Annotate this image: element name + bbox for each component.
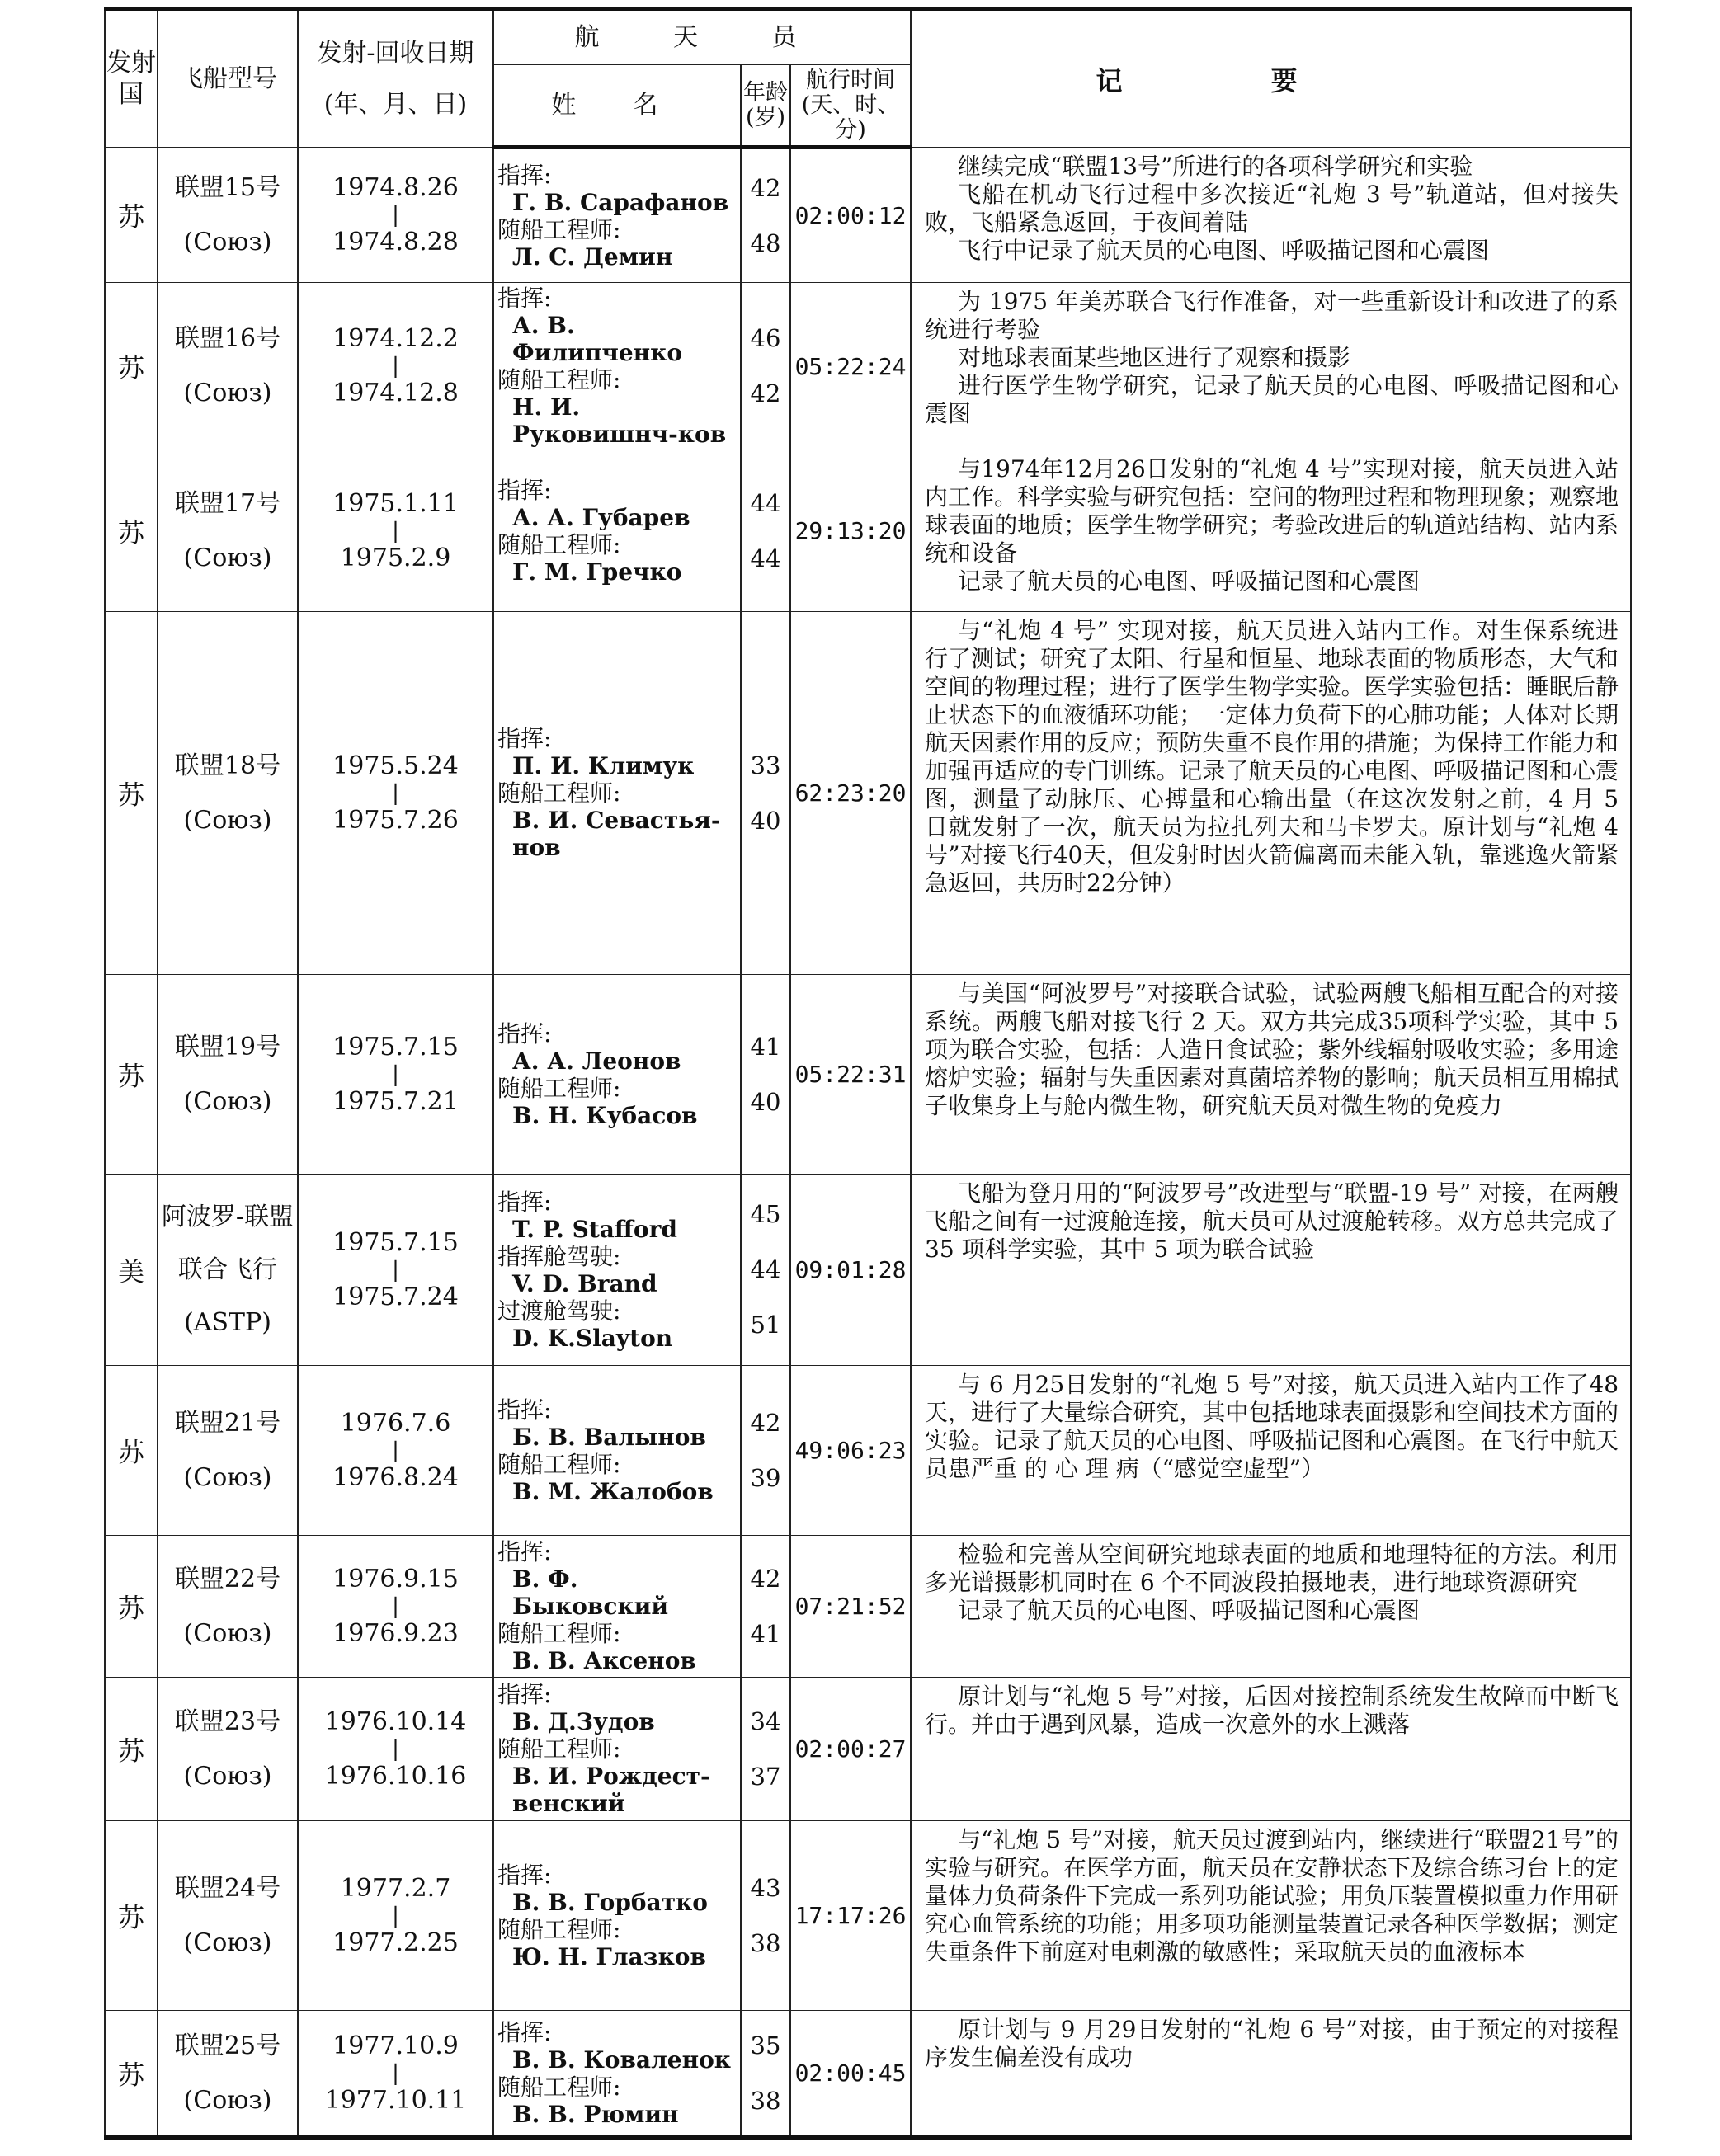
crew-cell <box>493 1175 741 1366</box>
date-separator: | <box>392 1062 399 1087</box>
launch-country: 苏 <box>105 1821 158 2011</box>
crew-age: 38 <box>750 2086 781 2115</box>
launch-date: 1975.1.11 <box>332 488 459 518</box>
model-name: 联盟23号 <box>174 1706 281 1736</box>
crew-name: В. И. Севастья-нов <box>512 807 721 861</box>
date-separator: | <box>392 518 399 544</box>
launch-country: 美 <box>105 1175 158 1366</box>
launch-country: 苏 <box>105 2011 158 2138</box>
crew-role: 指挥: <box>497 725 552 752</box>
flight-duration: 07:21:52 <box>790 1536 911 1678</box>
date-separator: | <box>392 1736 399 1762</box>
note-paragraph: 进行医学生物学研究，记录了航天员的心电图、呼吸描记图和心震图 <box>925 372 1619 427</box>
note-paragraph: 原计划与“礼炮 5 号”对接，后因对接控制系统发生故障而中断飞行。并由于遇到风暴，造成一次意外的水上溅落 <box>925 1683 1619 1738</box>
crew-name: Ю. Н. Глазков <box>512 1942 706 1970</box>
note-paragraph: 飞船为登月用的“阿波罗号”改进型与“联盟-19 号” 对接，在两艘飞船之间有一过渡舱连接，航天员可从过渡舱转移。双方总共完成了 35 项科学实验，其中 5 项为联合试验 <box>925 1179 1619 1263</box>
model-russian: (Союз) <box>183 1928 272 1957</box>
recovery-date: 1977.10.11 <box>324 2085 467 2115</box>
header-dates-line2: (年、月、日) <box>323 89 468 119</box>
crew-role: 指挥: <box>497 161 552 189</box>
flight-dates <box>298 1366 493 1536</box>
launch-date: 1974.12.2 <box>332 324 459 353</box>
spacecraft-model <box>158 283 298 450</box>
crew-role: 随船工程师: <box>497 2073 621 2101</box>
spaceflight-record-table <box>104 7 1630 2140</box>
flight-dates <box>298 283 493 450</box>
model-name: 联盟17号 <box>174 488 281 518</box>
crew-cell <box>493 1536 741 1678</box>
launch-date: 1975.7.15 <box>332 1032 459 1062</box>
note-paragraph: 飞船在机动飞行过程中多次接近“礼炮 3 号”轨道站，但对接失败，飞船紧急返回，于夜间着陆 <box>925 181 1619 236</box>
crew-name: В. Д.Зудов <box>512 1708 655 1735</box>
crew-role: 指挥: <box>497 476 552 504</box>
flight-dates <box>298 1821 493 2011</box>
date-separator: | <box>392 1438 399 1463</box>
crew-name: T. P. Stafford <box>512 1215 677 1243</box>
crew-role: 指挥: <box>497 1538 552 1565</box>
date-separator: | <box>392 780 399 806</box>
launch-country: 苏 <box>105 612 158 975</box>
table-row <box>105 283 1631 450</box>
crew-age: 40 <box>750 1087 781 1116</box>
crew-role: 指挥: <box>497 1188 552 1216</box>
spacecraft-model <box>158 1536 298 1678</box>
header-crew-group: 航 天 员 <box>493 9 911 65</box>
crew-role: 指挥: <box>497 2018 552 2046</box>
crew-role: 指挥舱驾驶: <box>497 1242 621 1270</box>
flight-duration: 05:22:31 <box>790 975 911 1175</box>
launch-country: 苏 <box>105 148 158 283</box>
launch-date: 1976.7.6 <box>340 1408 451 1438</box>
crew-role: 随船工程师: <box>497 1450 621 1478</box>
launch-date: 1974.8.26 <box>332 172 459 202</box>
crew-cell <box>493 612 741 975</box>
crew-age: 33 <box>750 751 781 779</box>
table-row <box>105 612 1631 975</box>
flight-dates <box>298 1536 493 1678</box>
header-model: 飞船型号 <box>158 9 298 148</box>
crew-name: В. В. Аксенов <box>512 1647 696 1674</box>
crew-name: В. И. Рождест-венский <box>512 1763 710 1817</box>
flight-duration: 02:00:12 <box>790 148 911 283</box>
crew-name: А. А. Леонов <box>512 1047 681 1075</box>
note-paragraph: 飞行中记录了航天员的心电图、呼吸描记图和心震图 <box>958 237 1490 264</box>
recovery-date: 1975.7.24 <box>332 1282 459 1311</box>
age-cell <box>741 1175 790 1366</box>
crew-age: 42 <box>750 173 781 202</box>
model-russian: (Союз) <box>183 227 272 257</box>
crew-cell <box>493 975 741 1175</box>
crew-name: В. Ф. Быковский <box>512 1565 669 1620</box>
note-paragraph: 对地球表面某些地区进行了观察和摄影 <box>958 344 1351 371</box>
crew-role: 指挥: <box>497 285 552 312</box>
age-cell <box>741 450 790 612</box>
model-russian: (Союз) <box>183 2085 272 2115</box>
crew-role: 随船工程师: <box>497 1915 621 1943</box>
model-russian: (Союз) <box>183 543 272 572</box>
crew-age: 44 <box>750 544 781 572</box>
header-age: 年龄(岁) <box>741 65 790 148</box>
crew-cell <box>493 148 741 283</box>
recovery-date: 1974.12.8 <box>332 379 459 407</box>
spacecraft-model <box>158 1678 298 1821</box>
crew-age: 48 <box>750 228 781 257</box>
model-name: 联盟15号 <box>174 172 281 202</box>
crew-name: В. Н. Кубасов <box>512 1101 698 1129</box>
model-russian: (Союз) <box>183 1086 272 1116</box>
recovery-date: 1976.10.16 <box>324 1761 467 1791</box>
launch-country: 苏 <box>105 975 158 1175</box>
launch-country: 苏 <box>105 1536 158 1678</box>
crew-name: V. D. Brand <box>512 1269 657 1297</box>
crew-role: 随船工程师: <box>497 366 621 393</box>
launch-date: 1975.7.15 <box>332 1227 459 1257</box>
crew-name: П. И. Климук <box>512 752 695 779</box>
flight-dates <box>298 148 493 283</box>
crew-role: 随船工程师: <box>497 1620 621 1647</box>
age-cell <box>741 2011 790 2138</box>
crew-name: Н. И. Руковишнч-ков <box>512 393 727 448</box>
notes-cell <box>911 283 1631 450</box>
crew-age: 40 <box>750 806 781 835</box>
date-separator: | <box>392 202 399 228</box>
flight-duration: 09:01:28 <box>790 1175 911 1366</box>
flight-dates <box>298 975 493 1175</box>
crew-name: D. K.Slayton <box>512 1324 673 1352</box>
launch-country: 苏 <box>105 1678 158 1821</box>
recovery-date: 1975.7.26 <box>332 805 459 835</box>
flight-dates <box>298 1678 493 1821</box>
crew-cell <box>493 1366 741 1536</box>
note-paragraph: 检验和完善从空间研究地球表面的地质和地理特征的方法。利用多光谱摄影机同时在 6 个不同波段拍摄地表，进行地球资源研究 <box>925 1541 1619 1596</box>
notes-cell <box>911 612 1631 975</box>
date-separator: | <box>392 2060 399 2086</box>
model-name: 联盟24号 <box>174 1873 281 1903</box>
note-paragraph: 与1974年12月26日发射的“礼炮 4 号”实现对接，航天员进入站内工作。科学实验与研究包括：空间的物理过程和物理现象；观察地球表面的地质；医学生物学研究；考验改进后的轨道站结构、站内系统和设备 <box>925 455 1619 567</box>
note-paragraph: 与“礼炮 5 号”对接，航天员过渡到站内，继续进行“联盟21号”的实验与研究。在医学方面，航天员在安静状态下及综合练习台上的定量体力负荷条件下完成一系列功能试验；用负压装置模拟重力作用研究心血管系统的功能；用多项功能测量装置记录各种医学数据；测定失重条件下前庭对电刺激的敏感性；采取航天员的血液标本 <box>925 1826 1619 1965</box>
crew-age: 42 <box>750 1408 781 1437</box>
notes-cell <box>911 1536 1631 1678</box>
crew-age: 42 <box>750 379 781 407</box>
header-crew-name: 姓 名 <box>493 65 741 148</box>
notes-cell <box>911 450 1631 612</box>
crew-age: 41 <box>750 1619 781 1648</box>
launch-date: 1975.5.24 <box>332 751 459 780</box>
recovery-date: 1975.7.21 <box>332 1086 459 1116</box>
table-row <box>105 1536 1631 1678</box>
age-cell <box>741 1821 790 2011</box>
spacecraft-model <box>158 1175 298 1366</box>
age-cell <box>741 1366 790 1536</box>
recovery-date: 1977.2.25 <box>332 1928 459 1957</box>
spacecraft-model <box>158 612 298 975</box>
model-russian: (Союз) <box>183 805 272 835</box>
spacecraft-model <box>158 1366 298 1536</box>
spacecraft-model <box>158 975 298 1175</box>
crew-name: Л. С. Демин <box>512 242 673 271</box>
recovery-date: 1976.9.23 <box>332 1618 459 1648</box>
model-name: 联盟16号 <box>174 324 281 353</box>
crew-role: 指挥: <box>497 1681 552 1708</box>
flight-dates <box>298 612 493 975</box>
table-row <box>105 1678 1631 1821</box>
crew-cell <box>493 1678 741 1821</box>
notes-cell <box>911 2011 1631 2138</box>
crew-role: 过渡舱驾驶: <box>497 1297 621 1325</box>
crew-age: 44 <box>750 1255 781 1283</box>
crew-role: 随船工程师: <box>497 1735 621 1763</box>
launch-date: 1977.10.9 <box>332 2031 459 2060</box>
recovery-date: 1974.8.28 <box>332 227 459 257</box>
table-row <box>105 450 1631 612</box>
crew-age: 37 <box>750 1762 781 1791</box>
date-separator: | <box>392 1593 399 1619</box>
model-russian: (Союз) <box>183 1761 272 1791</box>
note-paragraph: 记录了航天员的心电图、呼吸描记图和心震图 <box>958 567 1421 595</box>
crew-name: А. В. Филипченко <box>512 312 683 366</box>
age-cell <box>741 1536 790 1678</box>
date-separator: | <box>392 354 399 379</box>
model-name: 联盟19号 <box>174 1032 281 1062</box>
crew-age: 46 <box>750 324 781 352</box>
notes-cell <box>911 1366 1631 1536</box>
age-cell <box>741 1678 790 1821</box>
model-name: 联盟18号 <box>174 751 281 780</box>
notes-cell <box>911 1175 1631 1366</box>
table-row <box>105 1821 1631 2011</box>
model-name: 阿波罗-联盟联合飞行 <box>161 1202 295 1284</box>
crew-cell <box>493 450 741 612</box>
age-cell <box>741 975 790 1175</box>
crew-age: 38 <box>750 1928 781 1957</box>
note-paragraph: 与美国“阿波罗号”对接联合试验，试验两艘飞船相互配合的对接系统。两艘飞船对接飞行 2 天。双方共完成35项科学实验，其中 5 项为联合实验，包括：人造日食试验；紫外线辐射吸收实验；多用途熔炉实验；辐射与失重因素对真菌培养物的影响；航天员相互用棉拭子收集身上与舱内微生物，研究航天员对微生物的免疫力 <box>925 980 1619 1119</box>
recovery-date: 1975.2.9 <box>340 543 451 572</box>
table-row <box>105 1366 1631 1536</box>
crew-role: 随船工程师: <box>497 1074 621 1102</box>
header-dates <box>298 9 493 148</box>
age-cell <box>741 148 790 283</box>
crew-role: 指挥: <box>497 1861 552 1889</box>
flight-duration: 49:06:23 <box>790 1366 911 1536</box>
launch-date: 1977.2.7 <box>340 1873 451 1903</box>
crew-name: В. М. Жалобов <box>512 1477 714 1505</box>
launch-country: 苏 <box>105 283 158 450</box>
note-paragraph: 记录了航天员的心电图、呼吸描记图和心震图 <box>958 1597 1421 1624</box>
model-name: 联盟22号 <box>174 1564 281 1593</box>
launch-country: 苏 <box>105 1366 158 1536</box>
flight-duration: 17:17:26 <box>790 1821 911 2011</box>
recovery-date: 1976.8.24 <box>332 1462 459 1492</box>
flight-duration: 02:00:45 <box>790 2011 911 2138</box>
crew-age: 45 <box>750 1200 781 1228</box>
crew-cell <box>493 283 741 450</box>
date-separator: | <box>392 1903 399 1928</box>
crew-cell <box>493 2011 741 2138</box>
crew-age: 42 <box>750 1564 781 1593</box>
notes-cell <box>911 1821 1631 2011</box>
launch-date: 1976.10.14 <box>324 1706 467 1736</box>
model-name: 联盟25号 <box>174 2031 281 2060</box>
table-row <box>105 2011 1631 2138</box>
flight-duration: 02:00:27 <box>790 1678 911 1821</box>
table-row <box>105 1175 1631 1366</box>
launch-date: 1976.9.15 <box>332 1564 459 1593</box>
crew-name: В. В. Горбатко <box>512 1888 708 1916</box>
launch-country: 苏 <box>105 450 158 612</box>
crew-age: 43 <box>750 1873 781 1902</box>
crew-name: В. В. Коваленок <box>512 2045 732 2074</box>
crew-age: 51 <box>750 1311 781 1339</box>
date-separator: | <box>392 1257 399 1283</box>
header-dates-line1: 发射-回收日期 <box>317 38 474 68</box>
flight-dates <box>298 2011 493 2138</box>
note-paragraph: 为 1975 年美苏联合飞行作准备，对一些重新设计和改进了的系统进行考验 <box>925 288 1619 343</box>
notes-cell <box>911 975 1631 1175</box>
flight-duration: 62:23:20 <box>790 612 911 975</box>
crew-name: Г. В. Сарафанов <box>512 188 729 216</box>
crew-name: Б. В. Валынов <box>512 1423 706 1451</box>
header-notes: 记要 <box>911 9 1631 148</box>
crew-role: 指挥: <box>497 1019 552 1047</box>
spacecraft-model <box>158 148 298 283</box>
note-paragraph: 原计划与 9 月29日发射的“礼炮 6 号”对接，由于预定的对接程序发生偏差没有成功 <box>925 2016 1619 2071</box>
crew-role: 随船工程师: <box>497 215 621 243</box>
table-row <box>105 975 1631 1175</box>
spacecraft-model <box>158 1821 298 2011</box>
crew-age: 44 <box>750 488 781 517</box>
age-cell <box>741 283 790 450</box>
crew-name: В. В. Рюмин <box>512 2100 679 2128</box>
header-duration: 航行时间(天、时、分) <box>790 65 911 148</box>
flight-duration: 29:13:20 <box>790 450 911 612</box>
notes-cell <box>911 1678 1631 1821</box>
spacecraft-model <box>158 2011 298 2138</box>
model-russian: (Союз) <box>183 1618 272 1648</box>
flight-dates <box>298 450 493 612</box>
crew-age: 34 <box>750 1706 781 1735</box>
note-paragraph: 与 6 月25日发射的“礼炮 5 号”对接，航天员进入站内工作了48天，进行了大量综合研究，其中包括地球表面摄影和空间技术方面的实验。记录了航天员的心电图、呼吸描记图和心震图。在飞行中航天员患严重 的 心 理 病（“感觉空虚型”） <box>925 1371 1619 1482</box>
crew-age: 41 <box>750 1032 781 1061</box>
model-russian: (Союз) <box>183 379 272 407</box>
model-russian: (ASTP) <box>184 1307 271 1337</box>
crew-name: А. А. Губарев <box>512 503 690 531</box>
flight-duration: 05:22:24 <box>790 283 911 450</box>
crew-age: 39 <box>750 1463 781 1492</box>
crew-cell <box>493 1821 741 2011</box>
model-russian: (Союз) <box>183 1462 272 1492</box>
header-country: 发射国 <box>105 9 158 148</box>
crew-age: 35 <box>750 2031 781 2059</box>
crew-name: Г. М. Гречко <box>512 558 682 586</box>
table-row <box>105 148 1631 283</box>
notes-cell <box>911 148 1631 283</box>
crew-role: 随船工程师: <box>497 530 621 558</box>
flight-dates <box>298 1175 493 1366</box>
age-cell <box>741 612 790 975</box>
crew-role: 指挥: <box>497 1396 552 1424</box>
spacecraft-model <box>158 450 298 612</box>
note-paragraph: 继续完成“联盟13号”所进行的各项科学研究和实验 <box>958 153 1473 180</box>
note-paragraph: 与“礼炮 4 号” 实现对接，航天员进入站内工作。对生保系统进行了测试；研究了太阳、行星和恒星、地球表面的物质形态，大气和空间的物理过程；进行了医学生物学实验。医学实验包括：睡眠后静止状态下的血液循环功能；一定体力负荷下的心肺功能；人体对长期航天因素作用的反应；预防失重不良作用的措施；为保持工作能力和加强再适应的专门训练。记录了航天员的心电图、呼吸描记图和心震图，测量了动脉压、心搏量和心输出量（在这次发射之前，4 月 5 日就发射了一次，航天员为拉扎列夫和马卡罗夫。原计划与“礼炮 4 号”对接飞行40天，但发射时因火箭偏离而未能入轨，靠逃逸火箭紧急返回，共历时22分钟） <box>925 617 1619 897</box>
model-name: 联盟21号 <box>174 1408 281 1438</box>
crew-role: 随船工程师: <box>497 779 621 807</box>
